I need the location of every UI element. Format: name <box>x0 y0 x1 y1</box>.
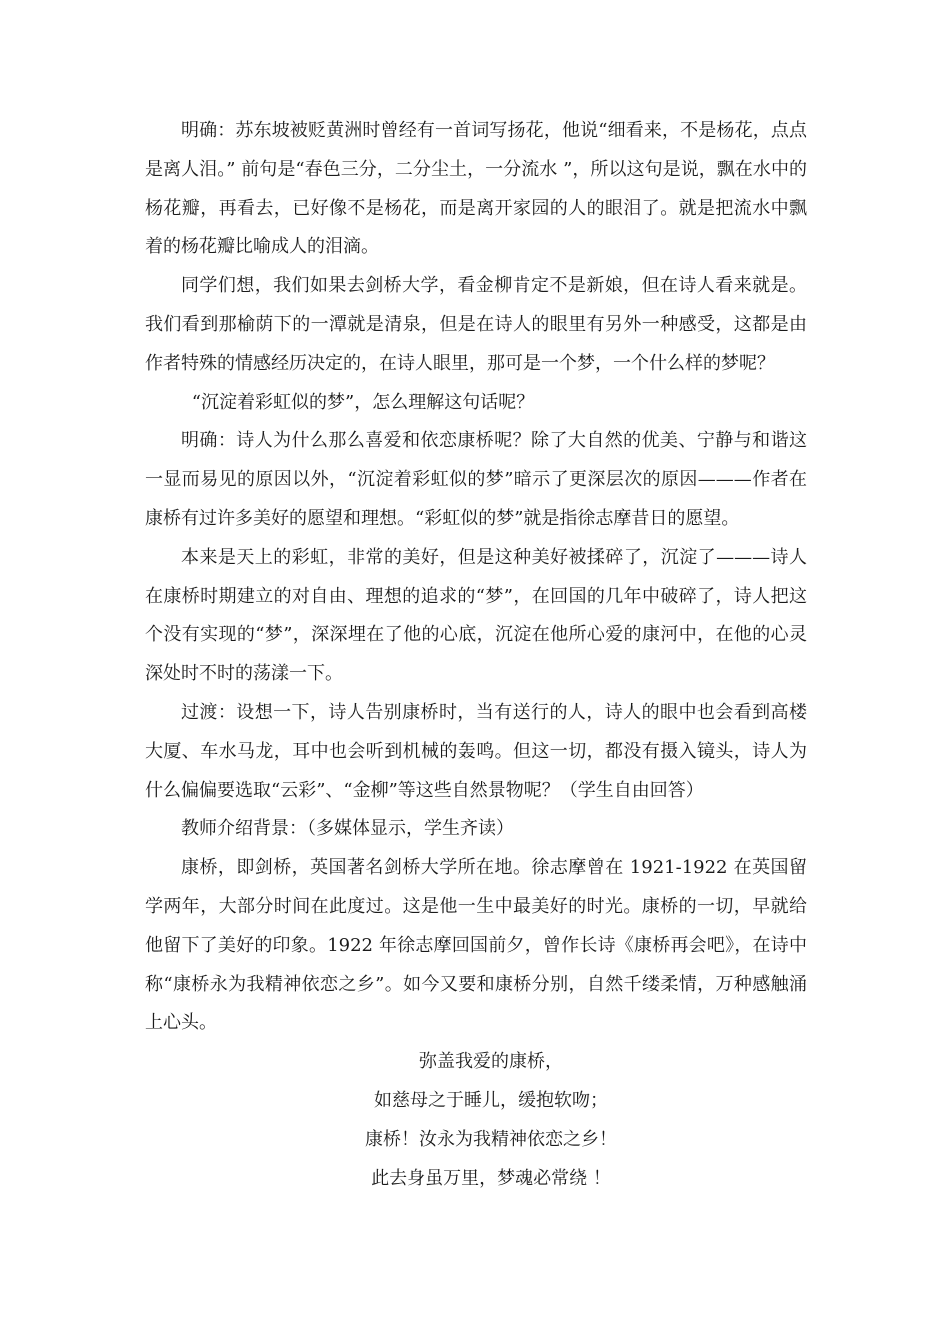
paragraph-clarification-su-dongpo: 明确：苏东坡被贬黄洲时曾经有一首词写扬花，他说“细看来，不是杨花，点点是离人泪。” 前句是“春色三分，二分尘土，一分流水 ”，所以这句是说，飘在水中的杨花瓣，再看去，已好像不是杨花，而是离开家园的人的眼泪了。就是把流水中飘着的杨花瓣比喻成人的泪滴。 <box>145 120 807 258</box>
poem-line: 如慈母之于睡儿，缓抱软吻； <box>374 1089 608 1111</box>
poem-block <box>145 1043 807 1198</box>
paragraph-clarification-kangqiao: 明确：诗人为什么那么喜爱和依恋康桥呢？除了大自然的优美、宁静与和谐这一显而易见的原因以外，“沉淀着彩虹似的梦”暗示了更深层次的原因———作者在康桥有过许多美好的愿望和理想。“彩虹似的梦”就是指徐志摩昔日的愿望。 <box>145 430 807 529</box>
paragraph-cambridge-background: 康桥，即剑桥，英国著名剑桥大学所在地。徐志摩曾在 1921-1922 在英国留学两年，大部分时间在此度过。这是他一生中最美好的时光。康桥的一切，早就给他留下了美好的印象。1922 年徐志摩回国前夕，曾作长诗《康桥再会吧》，在诗中称“康桥永为我精神依恋之乡”。如今又要和康桥分别，自然千缕柔情，万种感触涌上心头。 <box>145 857 807 1034</box>
poem-line: 康桥！汝永为我精神依恋之乡！ <box>365 1128 617 1150</box>
paragraph-rainbow-shattered: 本来是天上的彩虹，非常的美好，但是这种美好被揉碎了，沉淀了———诗人在康桥时期建立的对自由、理想的追求的“梦”，在回国的几年中破碎了，诗人把这个没有实现的“梦”，深深埋在了他的心底，沉淀在他所心爱的康河中，在他的心灵深处时不时的荡漾一下。 <box>145 546 807 685</box>
poem-line: 弥盖我爱的康桥， <box>419 1051 563 1073</box>
poem-line: 此去身虽万里，梦魂必常绕 ！ <box>371 1167 611 1189</box>
paragraph-teacher-background: 教师介绍背景：（多媒体显示，学生齐读） <box>181 818 514 840</box>
paragraph-transition: 过渡：设想一下，诗人告别康桥时，当有送行的人，诗人的眼中也会看到高楼大厦、车水马龙，耳中也会听到机械的轰鸣。但这一切，都没有摄入镜头，诗人为什么偏偏要选取“云彩”、“金柳”等这些自然景物呢？（学生自由回答） <box>145 701 807 801</box>
document-page <box>145 112 807 1198</box>
paragraph-students-imagine: 同学们想，我们如果去剑桥大学，看金柳肯定不是新娘，但在诗人看来就是。我们看到那榆荫下的一潭就是清泉，但是在诗人的眼里有另外一种感受，这都是由作者特殊的情感经历决定的，在诗人眼里，那可是一个梦，一个什么样的梦呢？ <box>145 275 807 374</box>
paragraph-question-rainbow-dream: “沉淀着彩虹似的梦”，怎么理解这句话呢？ <box>191 391 535 413</box>
